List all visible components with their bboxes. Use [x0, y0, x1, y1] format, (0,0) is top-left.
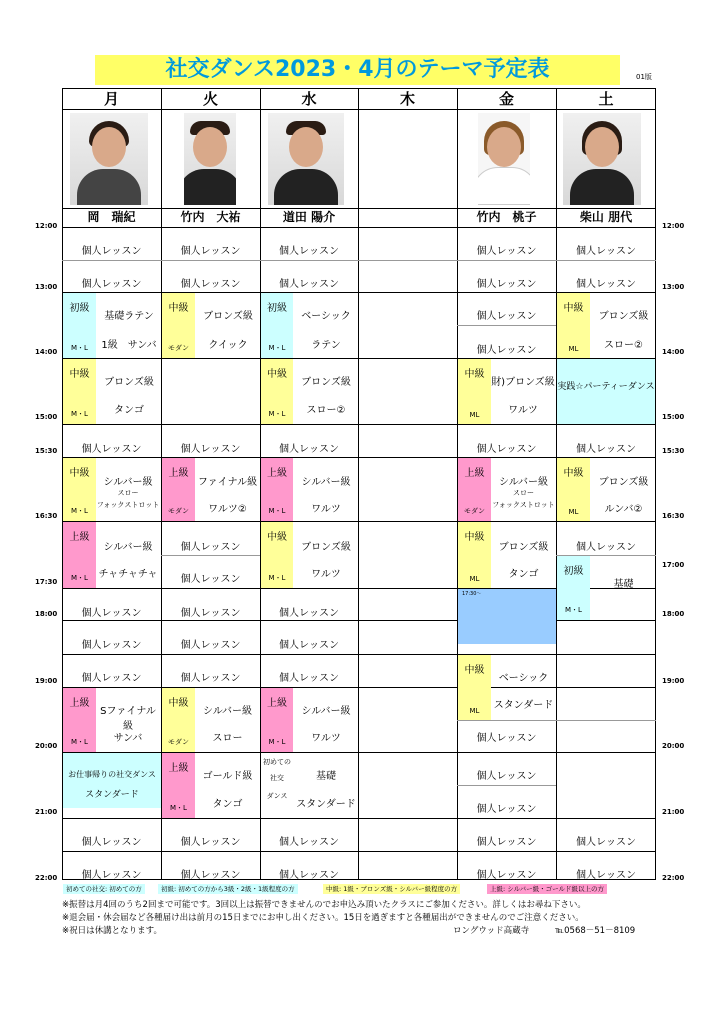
level-badge: 中級 ML — [458, 522, 491, 588]
first-timer-badge — [261, 753, 293, 818]
class-dance: ワルツ — [311, 504, 341, 515]
private-lesson: 個人レッスン — [180, 870, 241, 881]
private-lesson: 個人レッスン — [476, 771, 537, 782]
legend-intermediate: 中級: 1級・ブロンズ級・シルバー級程度の方 — [323, 884, 460, 894]
teacher-name-tue: 竹内 大祐 — [180, 210, 241, 224]
private-lesson: 個人レッスン — [81, 444, 142, 455]
legend-advanced: 上級: シルバー級・ゴールド級以上の方 — [487, 884, 607, 894]
after-work-class-cell — [63, 753, 161, 808]
class-title: シルバー級 — [103, 477, 153, 488]
class-dance: ワルツ② — [208, 504, 247, 515]
level-badge: 初級 M・L — [261, 293, 293, 358]
time-left: 19:00 — [35, 677, 58, 685]
time-right: 17:00 — [662, 561, 685, 569]
class-dance: スロー② — [604, 340, 643, 351]
class-title: シルバー級 — [103, 542, 153, 553]
time-right: 14:00 — [662, 348, 685, 356]
private-lesson: 個人レッスン — [576, 837, 636, 848]
private-lesson: 個人レッスン — [576, 279, 636, 290]
level-badge: 中級 モダン — [162, 688, 195, 752]
private-lesson: 個人レッスン — [279, 673, 339, 684]
day-header-mon: 月 — [62, 88, 161, 110]
level-badge: 上級 モダン — [162, 458, 195, 521]
studio-name: ロングウッド高蔵寺 — [453, 926, 530, 936]
reserved-time: 17:30～ — [462, 591, 482, 597]
private-lesson: 個人レッスン — [476, 311, 537, 322]
class-title: 財)ブロンズ級 — [491, 377, 555, 388]
time-right: 22:00 — [662, 874, 685, 882]
private-lesson: 個人レッスン — [81, 640, 142, 651]
private-lesson: 個人レッスン — [476, 733, 537, 744]
class-title: 基礎 — [613, 579, 634, 590]
class-title: シルバー級 — [301, 477, 351, 488]
class-dance: チャチャチャ — [98, 569, 158, 580]
class-title: Sファイナル級 — [100, 706, 156, 732]
class-title: ブロンズ級 — [598, 311, 649, 322]
private-lesson: 個人レッスン — [180, 608, 241, 619]
class-title: ベーシック — [498, 673, 549, 684]
private-lesson: 個人レッスン — [180, 444, 241, 455]
badge-line: 社交 — [270, 774, 284, 782]
time-right: 15:00 — [662, 413, 685, 421]
level-badge: 初級 M・L — [557, 556, 590, 620]
teacher-photo-fri — [478, 113, 530, 205]
badge-line: 初めての — [263, 758, 291, 766]
level-badge: 中級 M・L — [261, 522, 293, 588]
private-lesson: 個人レッスン — [81, 246, 142, 257]
private-lesson: 個人レッスン — [81, 608, 142, 619]
time-right: 21:00 — [662, 808, 685, 816]
time-left: 17:30 — [35, 578, 58, 586]
time-right: 20:00 — [662, 742, 685, 750]
private-lesson: 個人レッスン — [476, 804, 537, 815]
private-lesson: 個人レッスン — [476, 444, 537, 455]
class-dance: スロー — [212, 733, 243, 744]
class-title: シルバー級 — [498, 477, 549, 488]
private-lesson: 個人レッスン — [81, 837, 142, 848]
level-badge: 中級 M・L — [261, 359, 293, 424]
version-label: 01版 — [636, 73, 652, 81]
class-dance: ラテン — [311, 340, 341, 351]
class-dance-sub: フォックストロット — [96, 501, 160, 509]
time-right: 15:30 — [662, 447, 685, 455]
class-dance: スロー — [117, 489, 139, 497]
private-lesson: 個人レッスン — [576, 542, 636, 553]
time-right: 18:00 — [662, 610, 685, 618]
class-title: ブロンズ級 — [104, 377, 154, 388]
private-lesson: 個人レッスン — [180, 279, 241, 290]
teacher-name-fri: 竹内 桃子 — [476, 210, 537, 224]
level-badge: 上級 M・L — [162, 753, 195, 818]
time-left: 22:00 — [35, 874, 58, 882]
class-dance: スロー — [513, 489, 534, 497]
level-badge: 上級 M・L — [261, 688, 293, 752]
level-badge: 上級 M・L — [261, 458, 293, 521]
class-title: ゴールド級 — [202, 771, 253, 782]
class-dance: タンゴ — [114, 405, 144, 416]
class-dance: サンバ — [113, 733, 143, 744]
private-lesson: 個人レッスン — [279, 246, 339, 257]
class-dance: スタンダード — [85, 790, 139, 800]
private-lesson: 個人レッスン — [476, 345, 537, 356]
class-dance: 1級 サンバ — [101, 340, 157, 351]
teacher-photo-mon — [70, 113, 148, 205]
day-header-sat: 土 — [556, 88, 656, 110]
time-left: 16:30 — [35, 512, 58, 520]
party-dance-cell — [557, 359, 655, 424]
class-title: ファイナル級 — [197, 477, 258, 488]
level-badge: 中級 ML — [557, 293, 590, 358]
class-dance-sub: フォックストロット — [492, 501, 555, 509]
time-left: 14:00 — [35, 348, 58, 356]
teacher-name-wed: 道田 陽介 — [282, 210, 336, 224]
private-lesson: 個人レッスン — [576, 870, 636, 881]
class-title: ブロンズ級 — [301, 542, 351, 553]
private-lesson: 個人レッスン — [476, 279, 537, 290]
day-header-wed: 水 — [260, 88, 358, 110]
teacher-photo-tue — [184, 113, 236, 205]
level-badge: 中級 ML — [458, 359, 491, 424]
private-lesson: 個人レッスン — [476, 870, 537, 881]
class-title: シルバー級 — [301, 706, 351, 717]
teacher-name-mon: 岡 瑞紀 — [87, 210, 136, 224]
class-title: ブロンズ級 — [301, 377, 351, 388]
reserved-block — [458, 589, 556, 644]
class-dance: クイック — [208, 340, 248, 351]
private-lesson: 個人レッスン — [180, 673, 241, 684]
private-lesson: 個人レッスン — [279, 640, 339, 651]
private-lesson: 個人レッスン — [81, 673, 142, 684]
private-lesson: 個人レッスン — [576, 246, 636, 257]
private-lesson: 個人レッスン — [279, 608, 339, 619]
time-left: 13:00 — [35, 283, 58, 291]
time-left: 15:30 — [35, 447, 58, 455]
private-lesson: 個人レッスン — [180, 246, 241, 257]
class-title: 実践☆パーティーダンス — [557, 382, 655, 392]
class-dance: スタンダード — [296, 799, 356, 810]
time-right: 16:30 — [662, 512, 685, 520]
class-title: ブロンズ級 — [203, 311, 253, 322]
private-lesson: 個人レッスン — [180, 574, 241, 585]
teacher-photo-sat — [563, 113, 641, 205]
class-dance: ワルツ — [311, 569, 341, 580]
private-lesson: 個人レッスン — [81, 279, 142, 290]
class-dance: ワルツ — [311, 733, 341, 744]
private-lesson: 個人レッスン — [81, 870, 142, 881]
class-title: お仕事帰りの社交ダンス — [68, 770, 156, 779]
note-line: ※祝日は休講となります。 — [62, 926, 162, 936]
day-header-fri: 金 — [457, 88, 556, 110]
class-dance: タンゴ — [212, 799, 243, 810]
class-dance: ワルツ — [508, 405, 538, 416]
time-right: 13:00 — [662, 283, 685, 291]
day-header-tue: 火 — [161, 88, 260, 110]
teacher-name-sat: 柴山 朋代 — [579, 210, 633, 224]
time-right: 19:00 — [662, 677, 685, 685]
legend-first-timer: 初めての社交: 初めての方 — [63, 884, 145, 894]
level-badge: 中級 ML — [557, 458, 590, 521]
level-badge: 上級 M・L — [63, 688, 96, 752]
class-title: シルバー級 — [202, 706, 253, 717]
private-lesson: 個人レッスン — [180, 640, 241, 651]
level-badge: 上級 M・L — [63, 522, 96, 588]
time-left: 15:00 — [35, 413, 58, 421]
time-left: 12:00 — [35, 222, 58, 230]
class-title: 基礎ラテン — [104, 311, 154, 322]
class-title: ベーシック — [301, 311, 351, 322]
class-dance: スタンダード — [493, 700, 554, 711]
level-badge: 中級 モダン — [162, 293, 195, 358]
badge-line: ダンス — [266, 792, 288, 800]
page-title: 社交ダンス2023・4月のテーマ予定表 — [95, 55, 620, 85]
teacher-photo-wed — [268, 113, 344, 205]
time-left: 18:00 — [35, 610, 58, 618]
level-badge: 中級 ML — [458, 655, 491, 720]
legend-beginner: 初級: 初めての方から3級・2級・1級程度の方 — [158, 884, 298, 894]
private-lesson: 個人レッスン — [180, 542, 241, 553]
class-title: ブロンズ級 — [598, 477, 649, 488]
private-lesson: 個人レッスン — [279, 837, 339, 848]
private-lesson: 個人レッスン — [279, 870, 339, 881]
day-header-thu: 木 — [358, 88, 457, 110]
private-lesson: 個人レッスン — [476, 246, 537, 257]
class-dance: タンゴ — [508, 569, 539, 580]
class-title: 基礎 — [316, 771, 336, 782]
private-lesson: 個人レッスン — [279, 444, 339, 455]
class-title: ブロンズ級 — [498, 542, 549, 553]
private-lesson: 個人レッスン — [279, 279, 339, 290]
private-lesson: 個人レッスン — [576, 444, 636, 455]
note-line: ※振替は月4回のうち2回まで可能です。3回以上は振替できませんのでお申込み頂いたクラスにご参加ください。詳しくはお尋ね下さい。 — [62, 900, 586, 910]
level-badge: 中級 M・L — [63, 458, 96, 521]
private-lesson: 個人レッスン — [180, 837, 241, 848]
level-badge: 上級 モダン — [458, 458, 491, 521]
level-badge: 初級 M・L — [63, 293, 96, 358]
level-badge: 中級 M・L — [63, 359, 96, 424]
class-dance: スロー② — [306, 405, 346, 416]
class-dance: ルンバ② — [604, 504, 643, 515]
time-left: 20:00 — [35, 742, 58, 750]
time-left: 21:00 — [35, 808, 58, 816]
time-right: 12:00 — [662, 222, 685, 230]
phone-number: ℡0568－51－8109 — [555, 926, 636, 936]
private-lesson: 個人レッスン — [476, 837, 537, 848]
note-line: ※退会届・休会届など各種届け出は前月の15日までにお申し出ください。15日を過ぎますと各種届出ができませんのでご注意ください。 — [62, 913, 584, 923]
